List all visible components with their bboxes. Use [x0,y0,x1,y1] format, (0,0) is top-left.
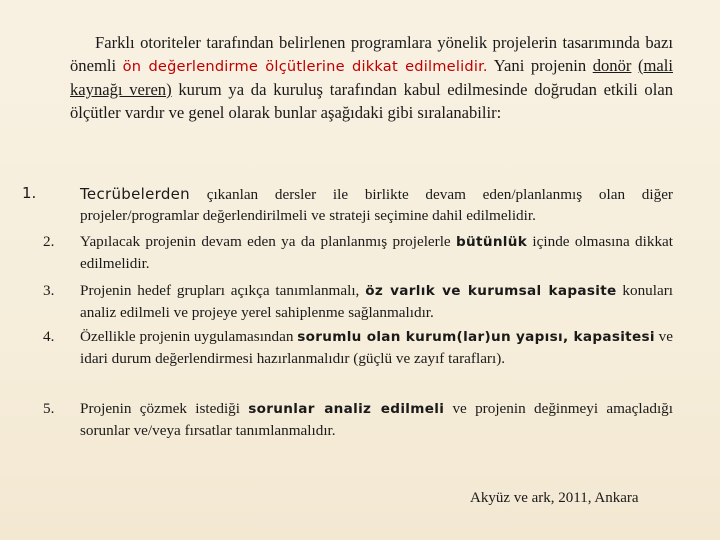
list-item-2 [80,231,673,274]
intro-underline-funding: (mali kaynağı veren) [70,56,673,99]
list-number-4: 4. [43,328,55,345]
list-item-4-keyword: sorumlu olan kurum(lar)un yapısı, kapasitesi [297,329,655,345]
list-item-5-text-a: Projenin çözmek istediği [80,400,249,417]
list-number-5: 5. [43,400,55,417]
list-number-3: 3. [43,282,55,299]
list-item-3-text-b: konuları analiz edilmeli ve projeye yerel sahiplenme sağlanmalıdır. [80,282,673,321]
list-item-1-text: çıkanlan dersler ile birlikte devam eden/planlanmış olan diğer projeler/programlar değerlendirilmeli ve strateji seçimine dahil edilmelidir. [80,186,673,224]
list-item-3-keyword: öz varlık ve kurumsal kapasite [365,283,617,299]
list-item-3 [80,280,673,323]
list-item-2-text-a: Yapılacak projenin devam eden ya da planlanmış projelerle [80,233,457,250]
intro-text-1: Farklı otoriteler tarafından belirlenen programlara yönelik projelerin tasarımında bazı önemli [70,33,673,75]
intro-emphasis: ön değerlendirme ölçütlerine dikkat edilmelidir. [122,58,488,75]
list-item-4 [80,326,673,369]
list-item-5 [80,398,673,441]
intro-paragraph [70,31,673,124]
intro-text-3: kurum ya da kuruluş tarafından kabul edilmesinde doğrudan etkili olan ölçütler vardır ve genel olarak bunlar aşağıdaki gibi sıralanabilir: [70,80,673,122]
list-item-2-text-b: içinde olmasına dikkat edilmelidir. [80,233,673,272]
list-item-2-keyword: bütünlük [456,234,528,250]
list-item-1-keyword-suffix: lerden [140,185,190,203]
list-item-5-text-b: ve projenin değinmeyi amaçladığı sorunlar ve/veya fırsatlar tanımlanmalıdır. [80,400,673,439]
list-number-1: 1. [22,184,37,202]
list-item-5-keyword: sorunlar analiz edilmeli [248,401,445,417]
list-number-2: 2. [43,233,55,250]
list-item-4-text-a: Özellikle projenin uygulamasından [80,328,298,345]
list-item-1-keyword: Tecrübe [80,185,141,203]
list-item-1 [80,184,673,226]
list-item-4-text-b: ve idari durum değerlendirmesi hazırlanmalıdır (güçlü ve zayıf tarafları). [80,328,673,367]
source-credit: Akyüz ve ark, 2011, Ankara [470,490,639,506]
intro-underline-donor: donör [592,56,632,75]
list-item-3-text-a: Projenin hedef grupları açıkça tanımlanmalı, [80,282,366,299]
intro-text-2: Yani projenin [487,56,587,75]
